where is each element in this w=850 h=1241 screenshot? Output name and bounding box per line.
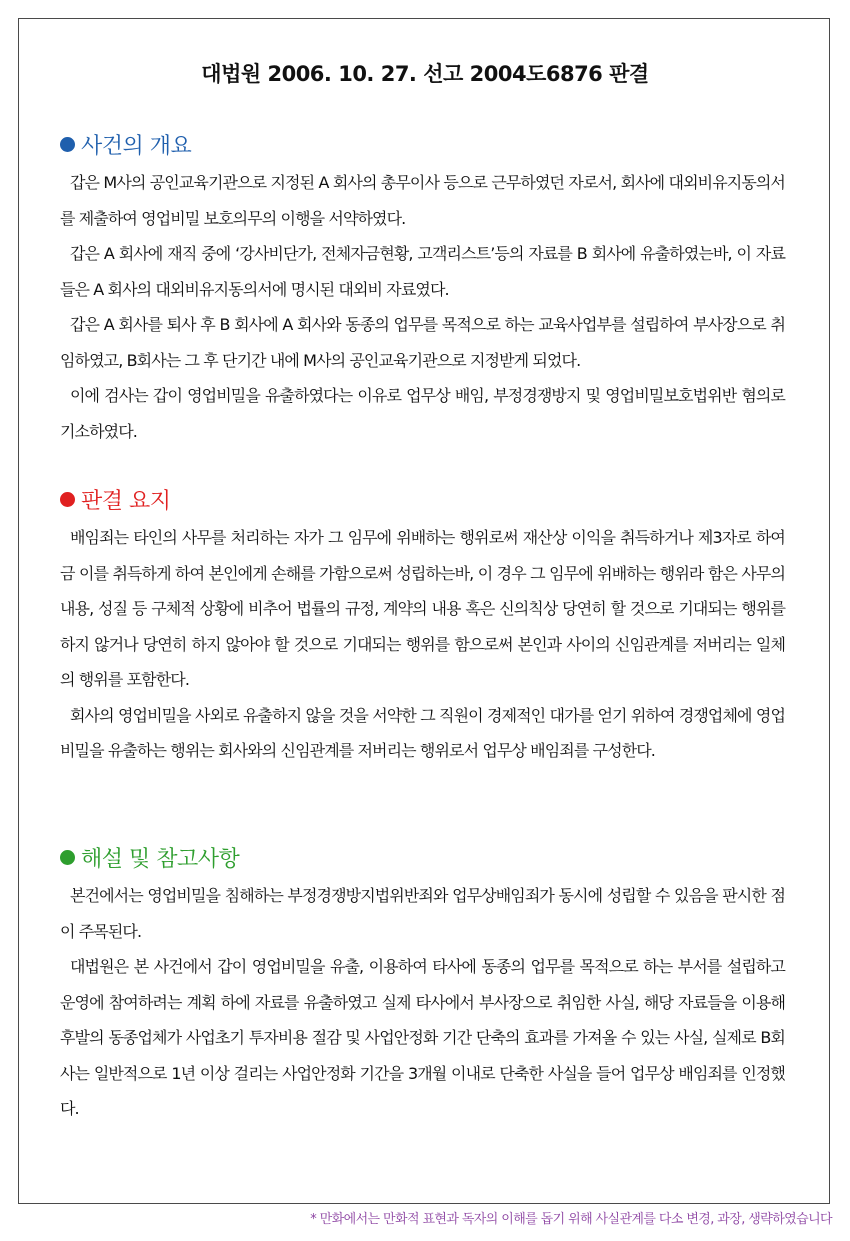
- section-overview: [60, 132, 785, 449]
- section-body: [60, 520, 785, 769]
- paragraph: 배임죄는 타인의 사무를 처리하는 자가 그 임무에 위배하는 행위로써 재산상 이익을 취득하거나 제3자로 하여금 이를 취득하게 하여 본인에게 손해를 가함으로써 성립하는바, 이 경우 그 임무에 위배하는 행위라 함은 사무의 내용, 성질 등 구체적 상황에 비추어 법률의 규정, 계약의 내용 혹은 신의칙상 당연히 할 것으로 기대되는 행위를 하지 않거나 당연히 하지 않아야 할 것으로 기대되는 행위를 함으로써 본인과 사이의 신임관계를 저버리는 일체의 행위를 포함한다.: [60, 528, 785, 689]
- section-body: [60, 165, 785, 449]
- paragraph: 이에 검사는 갑이 영업비밀을 유출하였다는 이유로 업무상 배임, 부정경쟁방지 및 영업비밀보호법위반 혐의로 기소하였다.: [60, 386, 785, 441]
- paragraph: 본건에서는 영업비밀을 침해하는 부정경쟁방지법위반죄와 업무상배임죄가 동시에 성립할 수 있음을 판시한 점이 주목된다.: [60, 886, 785, 941]
- blue-bullet-icon: [60, 137, 75, 152]
- section-heading: [60, 132, 785, 159]
- paragraph: 갑은 A 회사를 퇴사 후 B 회사에 A 회사와 동종의 업무를 목적으로 하는 교육사업부를 설립하여 부사장으로 취임하였고, B회사는 그 후 단기간 내에 M사의 공인교육기관으로 지정받게 되었다.: [60, 315, 785, 370]
- section-heading: [60, 487, 785, 514]
- section-ruling: [60, 487, 785, 769]
- section-heading-text: 사건의 개요: [81, 133, 192, 159]
- footnote: * 만화에서는 만화적 표현과 독자의 이해를 돕기 위해 사실관계를 다소 변경, 과장, 생략하였습니다: [310, 1212, 832, 1227]
- page-title: 대법원 2006. 10. 27. 선고 2004도6876 판결: [201, 62, 649, 86]
- red-bullet-icon: [60, 492, 75, 507]
- paragraph: 회사의 영업비밀을 사외로 유출하지 않을 것을 서약한 그 직원이 경제적인 대가를 얻기 위하여 경쟁업체에 영업비밀을 유출하는 행위는 회사와의 신임관계를 저버리는 행위로서 업무상 배임죄를 구성한다.: [60, 705, 785, 760]
- section-body: [60, 878, 785, 1127]
- section-heading-text: 판결 요지: [81, 488, 171, 514]
- paragraph: 대법원은 본 사건에서 갑이 영업비밀을 유출, 이용하여 타사에 동종의 업무를 목적으로 하는 부서를 설립하고 운영에 참여하려는 계획 하에 자료를 유출하였고 실제 타사에서 부사장으로 취임한 사실, 해당 자료들을 이용해 후발의 동종업체가 사업초기 투자비용 절감 및 사업안정화 기간 단축의 효과를 가져올 수 있는 사실, 실제로 B회사는 일반적으로 1년 이상 걸리는 사업안정화 기간을 3개월 이내로 단축한 사실을 들어 업무상 배임죄를 인정했다.: [60, 957, 785, 1118]
- green-bullet-icon: [60, 850, 75, 865]
- section-heading: [60, 845, 785, 872]
- paragraph: 갑은 M사의 공인교육기관으로 지정된 A 회사의 총무이사 등으로 근무하였던 자로서, 회사에 대외비유지동의서를 제출하여 영업비밀 보호의무의 이행을 서약하였다.: [60, 173, 785, 228]
- paragraph: 갑은 A 회사에 재직 중에 ‘강사비단가, 전체자금현황, 고객리스트’등의 자료를 B 회사에 유출하였는바, 이 자료들은 A 회사의 대외비유지동의서에 명시된 대외비 자료였다.: [60, 244, 785, 299]
- section-heading-text: 해설 및 참고사항: [81, 846, 240, 872]
- section-commentary: [60, 845, 785, 1127]
